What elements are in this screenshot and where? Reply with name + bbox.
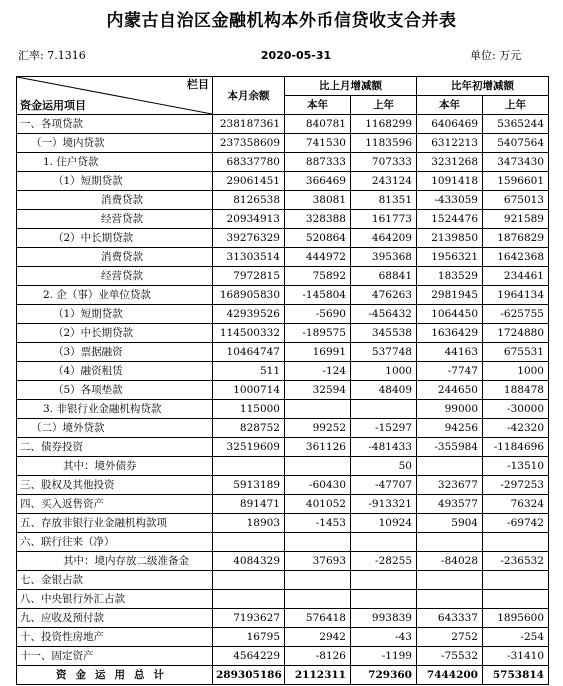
row-value bbox=[213, 533, 285, 552]
row-value: 10464747 bbox=[213, 343, 285, 362]
row-value: 5904 bbox=[417, 514, 483, 533]
row-value: -7747 bbox=[417, 362, 483, 381]
row-value: -60430 bbox=[285, 476, 351, 495]
row-value: 4084329 bbox=[213, 552, 285, 571]
total-value: 289305186 bbox=[213, 666, 285, 685]
row-value: -145804 bbox=[285, 286, 351, 305]
row-value: 114500332 bbox=[213, 324, 285, 343]
row-value: 3473430 bbox=[483, 153, 549, 172]
total-row bbox=[17, 666, 549, 685]
row-value: 1724880 bbox=[483, 324, 549, 343]
row-value: 2139850 bbox=[417, 229, 483, 248]
row-value: -69742 bbox=[483, 514, 549, 533]
row-label: （2）中长期贷款 bbox=[17, 229, 213, 248]
row-value: 361126 bbox=[285, 438, 351, 457]
row-value: 243124 bbox=[351, 172, 417, 191]
row-value bbox=[213, 590, 285, 609]
table-row bbox=[17, 533, 549, 552]
row-value: 16795 bbox=[213, 628, 285, 647]
row-value bbox=[417, 457, 483, 476]
row-value: 42939526 bbox=[213, 305, 285, 324]
row-label: 经营贷款 bbox=[17, 267, 213, 286]
row-label: 六、联行往来（净） bbox=[17, 533, 213, 552]
row-value: -189575 bbox=[285, 324, 351, 343]
row-value: -75532 bbox=[417, 647, 483, 666]
row-value: 99252 bbox=[285, 419, 351, 438]
row-value: 29061451 bbox=[213, 172, 285, 191]
table-row bbox=[17, 172, 549, 191]
row-value: 1064450 bbox=[417, 305, 483, 324]
row-value: -28255 bbox=[351, 552, 417, 571]
row-value: 20934913 bbox=[213, 210, 285, 229]
row-value: 50 bbox=[351, 457, 417, 476]
row-label: 十、投资性房地产 bbox=[17, 628, 213, 647]
row-value: 395368 bbox=[351, 248, 417, 267]
table-row bbox=[17, 362, 549, 381]
total-value: 5753814 bbox=[483, 666, 549, 685]
header-column-label: 栏目 bbox=[187, 78, 209, 91]
row-value: 643337 bbox=[417, 609, 483, 628]
row-value bbox=[285, 590, 351, 609]
row-value: -31410 bbox=[483, 647, 549, 666]
row-value: -456432 bbox=[351, 305, 417, 324]
row-value: -433059 bbox=[417, 191, 483, 210]
row-value: 707333 bbox=[351, 153, 417, 172]
header-this-year: 本年 bbox=[417, 96, 483, 115]
table-row bbox=[17, 514, 549, 533]
row-label: 一、各项贷款 bbox=[17, 115, 213, 134]
table-row bbox=[17, 400, 549, 419]
table-row bbox=[17, 267, 549, 286]
row-value: 6312213 bbox=[417, 134, 483, 153]
header-corner-cell bbox=[17, 77, 213, 115]
row-value: -625755 bbox=[483, 305, 549, 324]
row-value: 741530 bbox=[285, 134, 351, 153]
row-value: -15297 bbox=[351, 419, 417, 438]
row-label: 三、股权及其他投资 bbox=[17, 476, 213, 495]
row-value: 511 bbox=[213, 362, 285, 381]
row-value bbox=[483, 590, 549, 609]
row-value: 366469 bbox=[285, 172, 351, 191]
table-row bbox=[17, 438, 549, 457]
row-value: 6406469 bbox=[417, 115, 483, 134]
row-value: 1636429 bbox=[417, 324, 483, 343]
credit-balance-table bbox=[16, 76, 549, 685]
row-value: 244650 bbox=[417, 381, 483, 400]
total-value: 7444200 bbox=[417, 666, 483, 685]
row-value: -124 bbox=[285, 362, 351, 381]
row-value: 2752 bbox=[417, 628, 483, 647]
row-value: 10924 bbox=[351, 514, 417, 533]
row-value bbox=[483, 533, 549, 552]
row-value: 1596601 bbox=[483, 172, 549, 191]
row-label: （1）短期贷款 bbox=[17, 305, 213, 324]
row-label: （3）票据融资 bbox=[17, 343, 213, 362]
row-value: 1642368 bbox=[483, 248, 549, 267]
table-row bbox=[17, 552, 549, 571]
row-value: 37693 bbox=[285, 552, 351, 571]
header-vs-year-start: 比年初增减额 bbox=[417, 77, 549, 96]
row-value: 1956321 bbox=[417, 248, 483, 267]
row-value: 38081 bbox=[285, 191, 351, 210]
row-value: 3231268 bbox=[417, 153, 483, 172]
table-row bbox=[17, 457, 549, 476]
row-value: 161773 bbox=[351, 210, 417, 229]
row-value: 5365244 bbox=[483, 115, 549, 134]
header-row-label: 资金运用项目 bbox=[20, 99, 86, 112]
row-value: 234461 bbox=[483, 267, 549, 286]
row-label: 2. 企（事）业单位贷款 bbox=[17, 286, 213, 305]
header-last-year: 上年 bbox=[483, 96, 549, 115]
unit-label: 单位: 万元 bbox=[470, 49, 522, 62]
row-label: （5）各项垫款 bbox=[17, 381, 213, 400]
table-row bbox=[17, 305, 549, 324]
row-value: 1000714 bbox=[213, 381, 285, 400]
row-label: 四、买入返售资产 bbox=[17, 495, 213, 514]
row-value: 168905830 bbox=[213, 286, 285, 305]
table-row bbox=[17, 571, 549, 590]
row-value: 675531 bbox=[483, 343, 549, 362]
total-label: 资金运用总计 bbox=[17, 666, 213, 685]
row-value: 94256 bbox=[417, 419, 483, 438]
report-title: 内蒙古自治区金融机构本外币信贷收支合并表 bbox=[106, 11, 457, 31]
table-row bbox=[17, 476, 549, 495]
row-value: 99000 bbox=[417, 400, 483, 419]
row-value: 828752 bbox=[213, 419, 285, 438]
row-value: -13510 bbox=[483, 457, 549, 476]
row-value bbox=[213, 571, 285, 590]
row-value: 44163 bbox=[417, 343, 483, 362]
table-row bbox=[17, 495, 549, 514]
row-label: 九、应收及预付款 bbox=[17, 609, 213, 628]
row-value: -8126 bbox=[285, 647, 351, 666]
row-label: （二）境外贷款 bbox=[17, 419, 213, 438]
table-row bbox=[17, 324, 549, 343]
table-row bbox=[17, 248, 549, 267]
row-value: 675013 bbox=[483, 191, 549, 210]
row-value: 576418 bbox=[285, 609, 351, 628]
row-value: -297253 bbox=[483, 476, 549, 495]
row-value: 188478 bbox=[483, 381, 549, 400]
row-value bbox=[417, 571, 483, 590]
row-value: -481433 bbox=[351, 438, 417, 457]
table-body bbox=[17, 115, 549, 685]
row-value bbox=[351, 533, 417, 552]
row-value: 238187361 bbox=[213, 115, 285, 134]
row-value bbox=[285, 457, 351, 476]
row-label: 其中：境外债券 bbox=[17, 457, 213, 476]
row-value: 81351 bbox=[351, 191, 417, 210]
row-value: 493577 bbox=[417, 495, 483, 514]
row-value: 68337780 bbox=[213, 153, 285, 172]
row-value: -1199 bbox=[351, 647, 417, 666]
row-label: 七、金银占款 bbox=[17, 571, 213, 590]
row-label: （2）中长期贷款 bbox=[17, 324, 213, 343]
row-value: -43 bbox=[351, 628, 417, 647]
exchange-rate: 汇率: 7.1316 bbox=[18, 49, 86, 62]
table-row bbox=[17, 628, 549, 647]
row-value bbox=[213, 457, 285, 476]
row-value: 183529 bbox=[417, 267, 483, 286]
row-value: 840781 bbox=[285, 115, 351, 134]
table-row bbox=[17, 229, 549, 248]
row-value: 31303514 bbox=[213, 248, 285, 267]
row-label: 其中：境内存放二级准备金 bbox=[17, 552, 213, 571]
total-value: 2112311 bbox=[285, 666, 351, 685]
header-last-year: 上年 bbox=[351, 96, 417, 115]
row-value: 5913189 bbox=[213, 476, 285, 495]
table-row bbox=[17, 609, 549, 628]
table-row bbox=[17, 191, 549, 210]
row-value: 328388 bbox=[285, 210, 351, 229]
row-label: （一）境内贷款 bbox=[17, 134, 213, 153]
row-value: 32519609 bbox=[213, 438, 285, 457]
row-value: 444972 bbox=[285, 248, 351, 267]
row-value: 76324 bbox=[483, 495, 549, 514]
row-value: 1964134 bbox=[483, 286, 549, 305]
row-value: 115000 bbox=[213, 400, 285, 419]
row-value: 2942 bbox=[285, 628, 351, 647]
row-value bbox=[351, 400, 417, 419]
row-value bbox=[417, 533, 483, 552]
row-label: （4）融资租赁 bbox=[17, 362, 213, 381]
row-value: 8126538 bbox=[213, 191, 285, 210]
row-label: 消费贷款 bbox=[17, 248, 213, 267]
row-value: -1453 bbox=[285, 514, 351, 533]
row-label: 1. 住户贷款 bbox=[17, 153, 213, 172]
table-row bbox=[17, 647, 549, 666]
table-row bbox=[17, 381, 549, 400]
table-row bbox=[17, 134, 549, 153]
row-value: 993839 bbox=[351, 609, 417, 628]
row-label: 消费贷款 bbox=[17, 191, 213, 210]
row-value: -5690 bbox=[285, 305, 351, 324]
row-value: 345538 bbox=[351, 324, 417, 343]
row-value: 1000 bbox=[483, 362, 549, 381]
row-label: 十一、固定资产 bbox=[17, 647, 213, 666]
row-value: 18903 bbox=[213, 514, 285, 533]
row-value: 39276329 bbox=[213, 229, 285, 248]
row-value: 537748 bbox=[351, 343, 417, 362]
row-label: 八、中央银行外汇占款 bbox=[17, 590, 213, 609]
table-row bbox=[17, 286, 549, 305]
row-value: 32594 bbox=[285, 381, 351, 400]
row-value: -47707 bbox=[351, 476, 417, 495]
table-row bbox=[17, 590, 549, 609]
row-value: 921589 bbox=[483, 210, 549, 229]
row-value: 401052 bbox=[285, 495, 351, 514]
row-value: 7193627 bbox=[213, 609, 285, 628]
table-row bbox=[17, 343, 549, 362]
row-label: 经营贷款 bbox=[17, 210, 213, 229]
row-value: 237358609 bbox=[213, 134, 285, 153]
row-value: 464209 bbox=[351, 229, 417, 248]
table-row bbox=[17, 115, 549, 134]
row-value: 1876829 bbox=[483, 229, 549, 248]
row-value bbox=[285, 400, 351, 419]
row-label: 二、债券投资 bbox=[17, 438, 213, 457]
row-value: 887333 bbox=[285, 153, 351, 172]
total-value: 729360 bbox=[351, 666, 417, 685]
row-value: 1524476 bbox=[417, 210, 483, 229]
header-this-year: 本年 bbox=[285, 96, 351, 115]
row-value: 75892 bbox=[285, 267, 351, 286]
row-value: 5407564 bbox=[483, 134, 549, 153]
report-date: 2020-05-31 bbox=[260, 49, 332, 62]
row-value: 7972815 bbox=[213, 267, 285, 286]
row-value bbox=[483, 571, 549, 590]
row-label: 五、存放非银行业金融机构款项 bbox=[17, 514, 213, 533]
row-value: -30000 bbox=[483, 400, 549, 419]
row-value: 1895600 bbox=[483, 609, 549, 628]
header-vs-last-month: 比上月增减额 bbox=[285, 77, 417, 96]
table-row bbox=[17, 419, 549, 438]
row-value: 1091418 bbox=[417, 172, 483, 191]
row-value bbox=[417, 590, 483, 609]
row-value bbox=[351, 571, 417, 590]
row-value: 4564229 bbox=[213, 647, 285, 666]
row-value: -1184696 bbox=[483, 438, 549, 457]
row-value: -254 bbox=[483, 628, 549, 647]
row-value: 891471 bbox=[213, 495, 285, 514]
row-value: -355984 bbox=[417, 438, 483, 457]
header-balance: 本月余额 bbox=[213, 77, 285, 115]
row-label: （1）短期贷款 bbox=[17, 172, 213, 191]
row-value: 476263 bbox=[351, 286, 417, 305]
table-row bbox=[17, 153, 549, 172]
row-value: 520864 bbox=[285, 229, 351, 248]
row-value: -236532 bbox=[483, 552, 549, 571]
table-row bbox=[17, 210, 549, 229]
row-value: -84028 bbox=[417, 552, 483, 571]
row-value: 1183596 bbox=[351, 134, 417, 153]
row-value: 48409 bbox=[351, 381, 417, 400]
row-value: 2981945 bbox=[417, 286, 483, 305]
row-value: 16991 bbox=[285, 343, 351, 362]
row-value bbox=[285, 571, 351, 590]
row-value: -42320 bbox=[483, 419, 549, 438]
row-value: 1000 bbox=[351, 362, 417, 381]
row-value: 323677 bbox=[417, 476, 483, 495]
row-value: -913321 bbox=[351, 495, 417, 514]
row-value: 68841 bbox=[351, 267, 417, 286]
row-value: 1168299 bbox=[351, 115, 417, 134]
row-label: 3. 非银行业金融机构贷款 bbox=[17, 400, 213, 419]
row-value bbox=[285, 533, 351, 552]
row-value bbox=[351, 590, 417, 609]
